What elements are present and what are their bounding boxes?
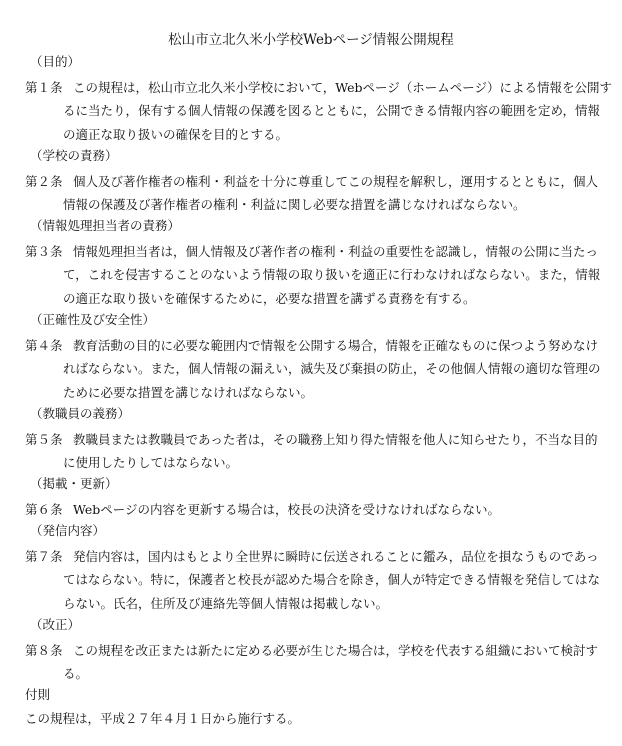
section-heading-school-duty: （学校の責務）	[30, 148, 118, 163]
section-heading-accuracy-safety: （正確性及び安全性）	[30, 312, 156, 327]
article-number: 第７条	[25, 549, 63, 564]
section-heading-content: （発信内容）	[30, 523, 106, 538]
article-text-line: この規程は，松山市立北久米小学校において，Webページ（ホームページ）による情報を公開す	[73, 80, 612, 95]
page-title: 松山市立北久米小学校Webページ情報公開規程	[168, 32, 454, 48]
supplementary-heading: 付則	[25, 687, 51, 702]
article-number: 第３条	[25, 244, 63, 259]
article-8	[25, 639, 599, 686]
article-text-line: てはならない。特に，保護者と校長が認めた場合を除き，個人が特定できる情報を発信してはな	[63, 572, 601, 588]
article-text-line: ればならない。また，個人情報の漏えい，滅失及び棄損の防止，その他個人情報の適切な管理の	[63, 361, 601, 377]
article-text-line: の適正な取り扱いを確保するために，必要な措置を講ずる責務を有する。	[63, 290, 476, 306]
article-number: 第４条	[25, 338, 63, 353]
article-text-line: 情報の保護及び著作権者の権利・利益に関し必要な措置を講じなければならない。	[63, 197, 526, 213]
article-5	[25, 428, 598, 475]
article-1	[25, 76, 612, 146]
article-text-line: 個人及び著作権者の権利・利益を十分に尊重してこの規程を解釈し，運用するとともに，個人	[73, 174, 599, 189]
article-7	[25, 545, 601, 615]
article-text-line: この規程を改正または新たに定める必要が生じた場合は，学校を代表する組織において検討す	[73, 643, 599, 658]
article-6	[25, 498, 591, 521]
article-4	[25, 334, 601, 404]
article-3	[25, 240, 601, 310]
article-text-line: 情報処理担当者は，個人情報及び著作者の権利・利益の重要性を認識し，情報の公開に当たっ	[73, 244, 599, 259]
article-text-line: に使用したりしてはならない。	[63, 455, 239, 471]
article-number: 第８条	[25, 643, 63, 658]
article-text-line: て，これを侵害することのないよう情報の取り扱いを適正に行わなければならない。また，情報	[63, 267, 601, 283]
section-heading-staff-obligation: （教職員の義務）	[30, 406, 131, 421]
article-2	[25, 170, 599, 217]
article-number: 第２条	[25, 174, 63, 189]
article-text-line: 発信内容は，国内はもとより全世界に瞬時に伝送されることに鑑み，品位を損なうものであっ	[73, 549, 599, 564]
article-text-line: 教職員または教職員であった者は，その職務上知り得た情報を他人に知らせたり，不当な目的	[73, 432, 598, 447]
supplementary-text: この規程は，平成２７年４月１日から施行する。	[25, 711, 301, 726]
section-heading-amendment: （改正）	[30, 617, 81, 632]
article-text-line: るに当たり，保有する個人情報の保護を図るとともに，公開できる情報内容の範囲を定め，情報	[63, 103, 601, 119]
article-text-line: る。	[63, 666, 89, 682]
section-heading-posting-update: （掲載・更新）	[30, 476, 118, 491]
article-text-line: 教育活動の目的に必要な範囲内で情報を公開する場合，情報を正確なものに保つよう努めなけ	[73, 338, 599, 353]
section-heading-purpose: （目的）	[30, 54, 81, 69]
section-heading-info-officer-duty: （情報処理担当者の責務）	[30, 218, 181, 233]
article-text-line: の適正な取り扱いの確保を目的とする。	[63, 126, 289, 142]
article-text-line: らない。氏名，住所及び連絡先等個人情報は掲載しない。	[63, 595, 389, 611]
article-number: 第１条	[25, 80, 63, 95]
article-text-line: Webページの内容を更新する場合は，校長の決済を受けなければならない。	[73, 502, 500, 517]
article-number: 第５条	[25, 432, 63, 447]
article-number: 第６条	[25, 502, 63, 517]
article-text-line: ために必要な措置を講じなければならない。	[63, 384, 314, 400]
